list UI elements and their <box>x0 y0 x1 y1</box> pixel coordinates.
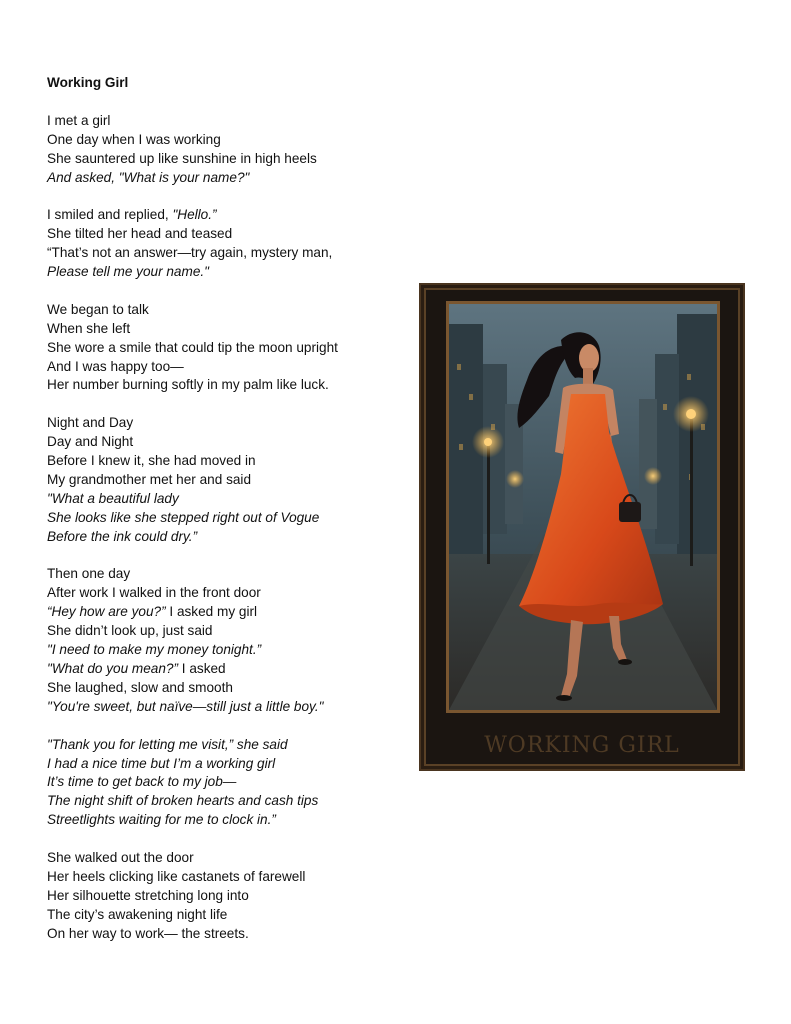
poem-line <box>47 660 407 679</box>
poem-line <box>47 112 407 131</box>
poem-line <box>47 603 407 622</box>
poem-line-text: After work I walked in the front door <box>47 585 261 601</box>
poem-stanza <box>47 849 407 944</box>
poem-line <box>47 773 407 792</box>
poem-stanza <box>47 736 407 831</box>
poem-line-text: Then one day <box>47 566 131 582</box>
painting-caption: WORKING GIRL <box>484 733 680 758</box>
poem-line <box>47 641 407 660</box>
poem-line <box>47 301 407 320</box>
poem-line-text: We began to talk <box>47 301 149 317</box>
poem-line-text: "You're sweet, but naïve—still just a little boy." <box>47 698 324 714</box>
poem-stanza <box>47 206 407 282</box>
poem-stanza <box>47 112 407 188</box>
woman-in-red-dress-illustration <box>449 304 717 710</box>
poem-line-text: Her number burning softly in my palm like luck. <box>47 377 329 393</box>
poem-line <box>47 206 407 225</box>
poem-line <box>47 528 407 547</box>
poem-line <box>47 244 407 263</box>
poem-line <box>47 169 407 188</box>
poem-line-text: I had a nice time but I’m a working girl <box>47 755 276 771</box>
poem-line <box>47 584 407 603</box>
poem-line <box>47 414 407 433</box>
poem-line-text: I smiled and replied, <box>47 207 173 223</box>
poem-line-text: I asked <box>178 661 226 677</box>
poem-line <box>47 225 407 244</box>
poem-stanza <box>47 565 407 716</box>
poem-line-text: "I need to make my money tonight.” <box>47 642 262 658</box>
poem-line <box>47 868 407 887</box>
poem-line-text: When she left <box>47 320 131 336</box>
poem-line <box>47 150 407 169</box>
poem-stanza <box>47 301 407 396</box>
poem-line <box>47 433 407 452</box>
poem-line-text: Streetlights waiting for me to clock in.” <box>47 812 276 828</box>
poem-line-text: "Hello.” <box>172 207 217 223</box>
poem-line-text: It’s time to get back to my job— <box>47 774 237 790</box>
poem-line-text: She wore a smile that could tip the moon upright <box>47 339 338 355</box>
poem-line-text: Before the ink could dry.” <box>47 528 198 544</box>
poem-line <box>47 755 407 774</box>
poem-line-text: I met a girl <box>47 112 111 128</box>
poem-line-text: She laughed, slow and smooth <box>47 679 233 695</box>
poem-line-text: She didn’t look up, just said <box>47 623 213 639</box>
poem-line-text: And I was happy too— <box>47 358 184 374</box>
poem-line <box>47 811 407 830</box>
poem-line-text: My grandmother met her and said <box>47 471 252 487</box>
poem-line <box>47 376 407 395</box>
poem-line <box>47 622 407 641</box>
poem <box>47 74 407 962</box>
poem-line-text: Night and Day <box>47 415 134 431</box>
poem-line-text: “Hey how are you?” <box>47 604 166 620</box>
poem-line-text: She tilted her head and teased <box>47 226 233 242</box>
poem-line-text: "What do you mean?” <box>47 661 179 677</box>
poem-line-text: She sauntered up like sunshine in high heels <box>47 150 317 166</box>
poem-line-text: On her way to work— the streets. <box>47 925 249 941</box>
poem-line <box>47 698 407 717</box>
poem-stanza <box>47 414 407 546</box>
poem-line <box>47 679 407 698</box>
poem-line <box>47 339 407 358</box>
poem-line-text: One day when I was working <box>47 131 221 147</box>
poem-line <box>47 792 407 811</box>
poem-line <box>47 131 407 150</box>
poem-line <box>47 263 407 282</box>
poem-line-text: "What a beautiful lady <box>47 490 179 506</box>
poem-line-text: Please tell me your name." <box>47 264 209 280</box>
poem-line <box>47 736 407 755</box>
poem-line-text: And asked, "What is your name?" <box>47 169 250 185</box>
poem-title: Working Girl <box>47 75 129 90</box>
poem-line <box>47 887 407 906</box>
poem-line-text: She walked out the door <box>47 850 194 866</box>
poem-line <box>47 925 407 944</box>
poem-line-text: The city’s awakening night life <box>47 906 228 922</box>
poem-line-text: Her silhouette stretching long into <box>47 887 249 903</box>
poem-line-text: Day and Night <box>47 434 134 450</box>
poem-line-text: Her heels clicking like castanets of farewell <box>47 868 306 884</box>
poem-line <box>47 509 407 528</box>
poem-line <box>47 320 407 339</box>
poem-line <box>47 490 407 509</box>
painting-image <box>446 301 720 713</box>
poem-line <box>47 452 407 471</box>
poem-line-text: “That’s not an answer—try again, mystery man, <box>47 245 333 261</box>
poem-line-text: Before I knew it, she had moved in <box>47 453 256 469</box>
poem-line <box>47 906 407 925</box>
poem-line <box>47 471 407 490</box>
poem-line-text: She looks like she stepped right out of Vogue <box>47 509 320 525</box>
poem-line <box>47 358 407 377</box>
poem-line <box>47 565 407 584</box>
poem-line-text: I asked my girl <box>165 604 258 620</box>
poem-body <box>47 112 407 944</box>
painting-frame <box>419 283 745 771</box>
poem-line-text: The night shift of broken hearts and cash tips <box>47 793 319 809</box>
poem-line <box>47 849 407 868</box>
poem-line-text: "Thank you for letting me visit,” she said <box>47 736 288 752</box>
